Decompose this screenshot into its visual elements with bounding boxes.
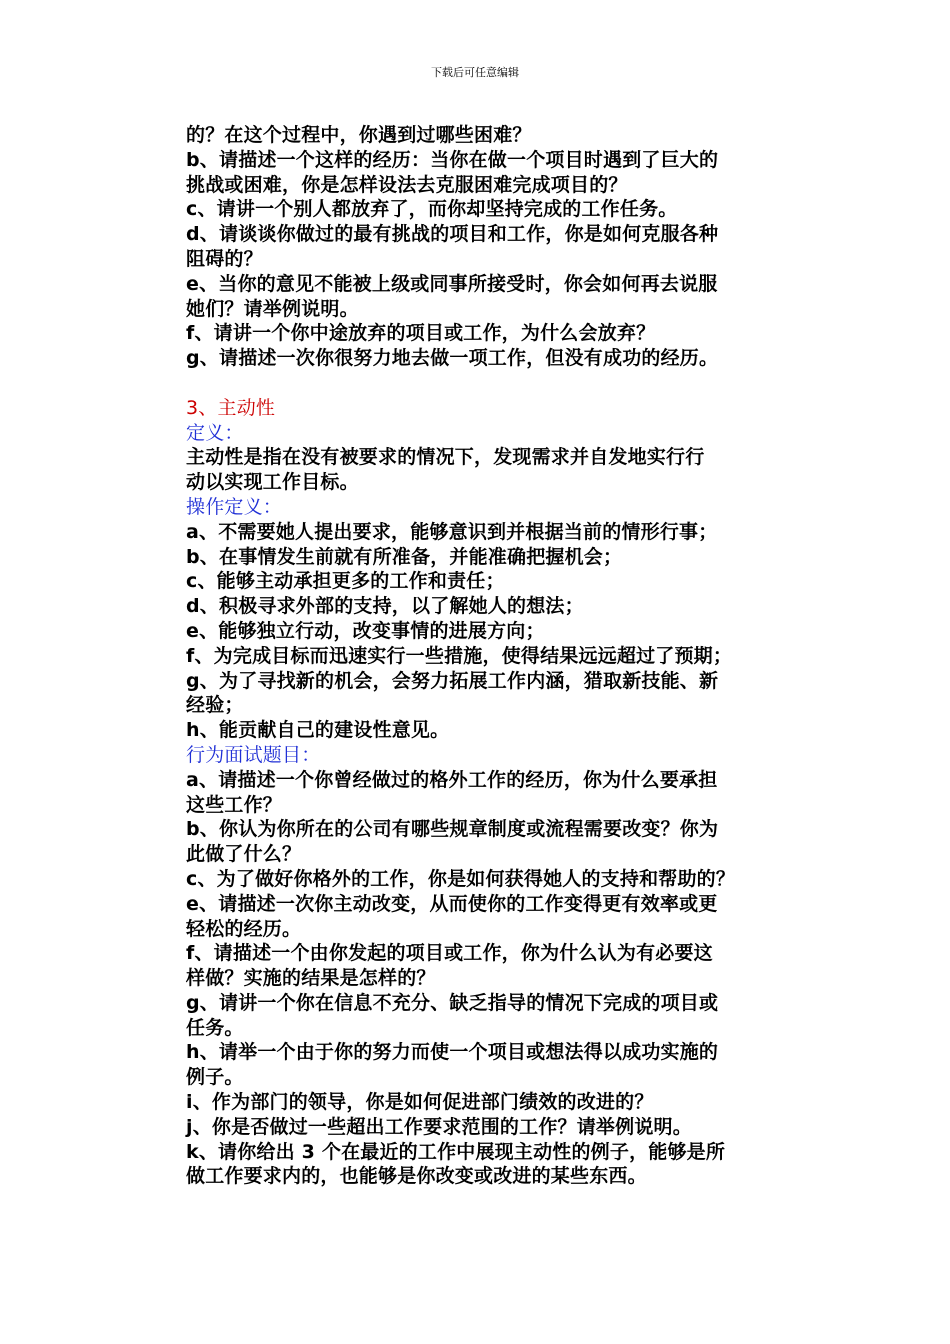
- interview-line: 任务。: [186, 1016, 244, 1039]
- operational-line: a、不需要她人提出要求，能够意识到并根据当前的情形行事；: [186, 520, 718, 543]
- question-line: c、请讲一个别人都放弃了，而你却坚持完成的工作任务。: [186, 198, 678, 221]
- definition-heading: 定义：: [186, 421, 244, 444]
- interview-line: e、请描述一次你主动改变，从而使你的工作变得更有效率或更: [186, 892, 718, 915]
- definition-text: [186, 445, 826, 495]
- operational-line: b、在事情发生前就有所准备，并能准确把握机会；: [186, 545, 623, 568]
- definition-line: 主动性是指在没有被要求的情况下，发现需求并自发地实行行: [186, 446, 705, 469]
- question-line: 阻碍的？: [186, 247, 263, 270]
- section-gap: [186, 371, 826, 396]
- continued-question-list: [186, 123, 826, 371]
- interview-line: 做工作要求内的，也能够是你改变或改进的某些东西。: [186, 1165, 647, 1188]
- page-header-note: 下载后可任意编辑: [431, 66, 519, 79]
- question-line: 的？在这个过程中，你遇到过哪些困难？: [186, 124, 532, 146]
- operational-definition-list: [186, 520, 826, 743]
- interview-line: f、请描述一个由你发起的项目或工作，你为什么认为有必要这: [186, 942, 713, 965]
- operational-line: f、为完成目标而迅速实行一些措施，使得结果远远超过了预期；: [186, 644, 733, 667]
- interview-line: j、你是否做过一些超出工作要求范围的工作？请举例说明。: [186, 1115, 692, 1138]
- interview-line: h、请举一个由于你的努力而使一个项目或想法得以成功实施的: [186, 1041, 719, 1064]
- interview-line: 样做？实施的结果是怎样的？: [186, 967, 436, 990]
- question-line: g、请描述一次你很努力地去做一项工作，但没有成功的经历。: [186, 347, 719, 370]
- section-title: 3、主动性: [186, 396, 276, 419]
- interview-line: 轻松的经历。: [186, 917, 302, 940]
- interview-question-list: [186, 768, 826, 1190]
- operational-line: c、能够主动承担更多的工作和责任；: [186, 570, 505, 593]
- interview-line: k、请你给出 3 个在最近的工作中展现主动性的例子，能够是所: [186, 1140, 726, 1163]
- question-line: d、请谈谈你做过的最有挑战的项目和工作，你是如何克服各种: [186, 223, 719, 246]
- operational-line: h、能贡献自己的建设性意见。: [186, 719, 450, 742]
- interview-questions-heading: 行为面试题目：: [186, 743, 321, 766]
- interview-line: 这些工作？: [186, 793, 283, 816]
- operational-definition-heading: 操作定义：: [186, 495, 283, 518]
- operational-line: d、积极寻求外部的支持，以了解她人的想法；: [186, 595, 584, 618]
- interview-line: i、作为部门的领导，你是如何促进部门绩效的改进的？: [186, 1091, 654, 1114]
- interview-line: a、请描述一个你曾经做过的格外工作的经历，你为什么要承担: [186, 768, 718, 791]
- question-line: 挑战或困难，你是怎样设法去克服困难完成项目的？: [186, 173, 628, 196]
- operational-line: e、能够独立行动，改变事情的进展方向；: [186, 619, 545, 642]
- question-line: e、当你的意见不能被上级或同事所接受时，你会如何再去说服: [186, 272, 718, 295]
- operational-line: g、为了寻找新的机会，会努力拓展工作内涵，猎取新技能、新: [186, 669, 719, 692]
- interview-line: c、为了做好你格外的工作，你是如何获得她人的支持和帮助的？: [186, 867, 736, 890]
- interview-line: 此做了什么？: [186, 843, 302, 866]
- interview-line: b、你认为你所在的公司有哪些规章制度或流程需要改变？你为: [186, 818, 719, 841]
- operational-line: 经验；: [186, 694, 244, 717]
- document-body: [186, 123, 826, 1189]
- interview-line: g、请讲一个你在信息不充分、缺乏指导的情况下完成的项目或: [186, 991, 719, 1014]
- interview-line: 例子。: [186, 1066, 244, 1089]
- question-line: 她们？请举例说明。: [186, 297, 359, 320]
- definition-line: 动以实现工作目标。: [186, 471, 359, 494]
- question-line: f、请讲一个你中途放弃的项目或工作，为什么会放弃？: [186, 322, 656, 345]
- question-line: b、请描述一个这样的经历：当你在做一个项目时遇到了巨大的: [186, 148, 719, 171]
